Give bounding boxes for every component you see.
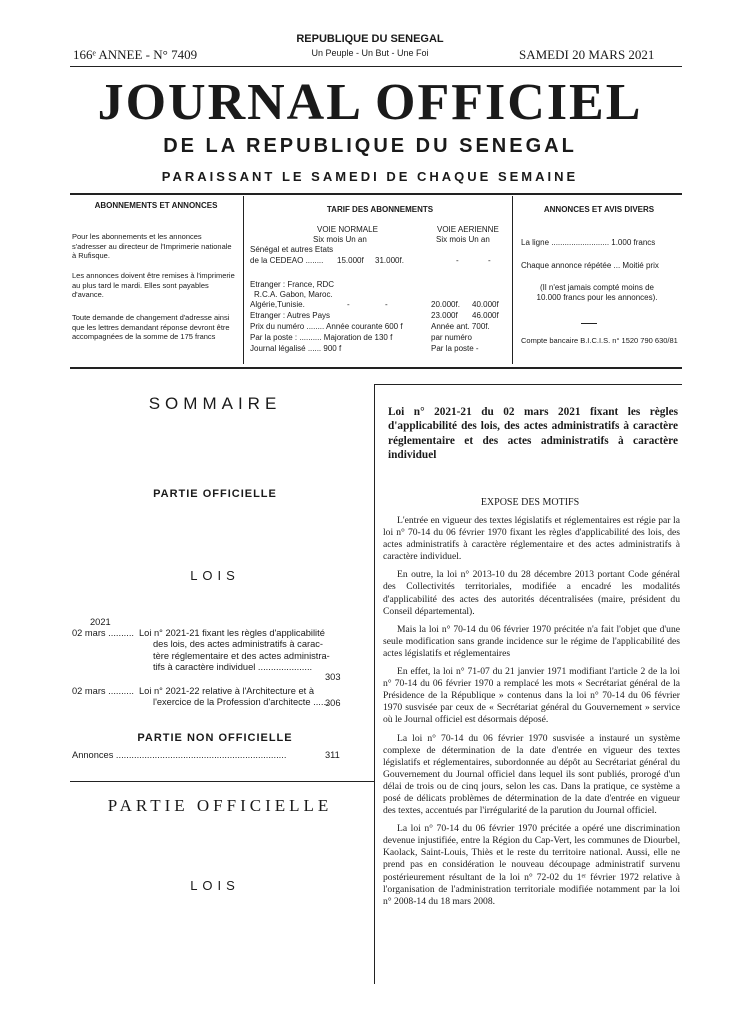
partie-officielle-heading: PARTIE OFFICIELLE	[107, 796, 333, 815]
republic-label: REPUBLIQUE DU SENEGAL	[296, 33, 444, 45]
sommaire-title: SOMMAIRE	[148, 394, 282, 413]
sommaire-partie-officielle: PARTIE OFFICIELLE	[153, 488, 277, 500]
tarif-row4-right: Année ant. 700f.	[431, 322, 490, 331]
toc-entry-page: 306	[325, 698, 341, 708]
annonces-note: (Il n'est jamais compté moins de 10.000 francs pour les annonces).	[536, 283, 658, 302]
toc-year: 2021	[90, 617, 111, 627]
toc-entry-page: 303	[325, 672, 341, 682]
toc-entry-date: 02 mars ..........	[72, 686, 134, 696]
tarif-row3-a2: 46.000f	[472, 311, 499, 320]
article-paragraph: L'entrée en vigueur des textes législatifs et réglementaires est régie par la loi n° 70-14 du 06 février 1970 fixant les règles d'applicabilité des lois, des actes administratifs à caractère réglementaire et des actes administratifs à caractère individuel.	[383, 515, 680, 563]
article-paragraph: En effet, la loi n° 71-07 du 21 janvier 1971 modifiant l'article 2 de la loi n° 70-14 du 06 février 1970 a remplacé les mots « Secrétariat général de la Présidence de la République » contenus dans la loi n° 70-14 du 06 février 1970 susvisée par ceux de « Secrétariat général du Gouvernement » service où le Journal officiel est désormais déposé.	[383, 666, 680, 726]
tarif-row5-label: Par la poste : .......... Majoration de 130 f	[250, 333, 393, 342]
toc-entry-line: Loi n° 2021-21 fixant les règles d'applicabilité	[139, 628, 325, 638]
toc-entry-line: tère réglementaire et des actes administra-	[153, 650, 330, 661]
tarif-row4-label: Prix du numéro ........ Année courante 600 f	[250, 322, 403, 331]
tarif-row2-label2: R.C.A. Gabon, Maroc.	[254, 290, 333, 299]
annonces-ligne: La ligne .......................... 1.000 francs	[521, 238, 656, 247]
header-rule	[70, 66, 682, 67]
article-body	[383, 515, 680, 914]
issue-date: SAMEDI 20 MARS 2021	[519, 47, 655, 62]
tarif-row3-label: Etranger : Autres Pays	[250, 311, 331, 320]
tarif-row1-label: Sénégal et autres Etats	[250, 245, 334, 254]
article-paragraph: La loi n° 70-14 du 06 février 1970 susvisée a instauré un système complexe de détermination de la date d'entrée en vigueur des textes législatifs et réglementaires, subordonnée au dépôt au Secrétariat général du Gouvernement du Journal officiel dans lequel ils sont publiés, prorogé d'un délai de trois ou de cinq jours, selon les cas. Dans la pratique, ce système a posé de délicats problèmes de détermination de la date d'entrée en vigueur des textes, accentués par l'irrégularité de la parution du Journal officiel.	[383, 732, 680, 817]
expose-des-motifs: EXPOSE DES MOTIFS	[480, 497, 580, 508]
article-paragraph: En outre, la loi n° 2013-10 du 28 décembre 2013 portant Code général des Collectivités territoriales, modifiée a encadré les modalités d'applicabilité des actes des autorités décentralisées (maire, président du Conseil départemental).	[383, 569, 680, 617]
tarif-row2-n1: -	[347, 300, 350, 309]
toc-annonces[interactable]	[72, 750, 345, 761]
sommaire-rule	[70, 781, 374, 782]
tarif-row1-a1: -	[456, 256, 459, 265]
tarif-row1-n1: 15.000f	[337, 256, 364, 265]
tarif-row3-a1: 23.000f	[431, 311, 458, 320]
voie-normale-label: VOIE NORMALE	[317, 225, 378, 234]
national-motto: Un Peuple - Un But - Une Foi	[311, 48, 429, 58]
abonnements-text-1: Pour les abonnements et les annonces s'adresser au directeur de l'Imprimerie nationale à Rufisque.	[72, 232, 232, 260]
abonnements-text-3: Toute demande de changement d'adresse ainsi que les lettres demandant réponse devront être accompagnées de la somme de 175 francs	[72, 313, 230, 341]
sommaire-non-officielle: PARTIE NON OFFICIELLE	[137, 732, 293, 744]
tarif-heading: TARIF DES ABONNEMENTS	[326, 205, 434, 214]
toc-entry-date: 02 mars ..........	[72, 628, 134, 638]
issue-number: 166ᵉ ANNEE - N° 7409	[73, 47, 198, 62]
article-top-rule	[374, 384, 682, 385]
normale-cols: Six mois Un an	[313, 235, 367, 244]
aerienne-cols: Six mois Un an	[436, 235, 490, 244]
toc-entry-line: l'exercice de la Profession d'architecte ......	[153, 697, 329, 708]
toc-annonces-label: Annonces ..................................................................	[72, 750, 287, 760]
box-divider-2	[512, 196, 513, 364]
toc-entry-line: tifs à caractère individuel .....................	[153, 662, 313, 673]
lois-heading: LOIS	[190, 878, 240, 893]
publication-tagline: PARAISSANT LE SAMEDI DE CHAQUE SEMAINE	[161, 169, 579, 184]
tarif-row1-a2: -	[488, 256, 491, 265]
column-separator	[374, 384, 375, 984]
tarif-row6-right: Par la poste -	[431, 344, 479, 353]
tarif-row1-n2: 31.000f.	[375, 256, 404, 265]
abonnements-heading: ABONNEMENTS ET ANNONCES	[94, 201, 218, 210]
annonces-chaque: Chaque annonce répétée ... Moitié prix	[521, 261, 659, 270]
tarif-row2-label3: Algérie,Tunisie.	[250, 300, 305, 309]
tarif-row2-label: Etranger : France, RDC	[250, 280, 335, 289]
toc-annonces-page: 311	[325, 750, 340, 760]
box-divider-1	[243, 196, 244, 364]
journal-title: JOURNAL OFFICIEL	[97, 74, 643, 131]
tarif-row2-a2: 40.000f	[472, 300, 499, 309]
journal-subtitle: DE LA REPUBLIQUE DU SENEGAL	[163, 135, 577, 157]
toc-entry-line: Loi n° 2021-22 relative à l'Architecture et à	[139, 686, 315, 696]
sommaire-lois: LOIS	[190, 568, 240, 583]
abonnements-text-2: Les annonces doivent être remises à l'imprimerie au plus tard le mardi. Elles sont payables d'avance.	[72, 271, 235, 299]
tarif-row2-a1: 20.000f.	[431, 300, 460, 309]
tarif-row5-right: par numéro	[431, 333, 472, 342]
article-paragraph: La loi n° 70-14 du 06 février 1970 précitée a opéré une discrimination devenue injustifiée, entre la Région du Cap-Vert, les communes de Diourbel, Kaolack, Saint-Louis, Thiès et le reste du territoire national. Aussi, elle ne prend pas en considération le nouveau découpage administratif survenu postérieurement résultant de la loi n° 72-02 du 1ᵉʳ février 1972 relative à l'organisation de l'administration territoriale modifiée notamment par la loi n° 2008-14 du 18 mars 2008.	[383, 823, 680, 907]
voie-aerienne-label: VOIE AERIENNE	[437, 225, 499, 234]
tarif-row1-label2: de la CEDEAO ........	[250, 256, 324, 265]
annonces-heading: ANNONCES ET AVIS DIVERS	[543, 205, 655, 214]
article-title: Loi n° 2021-21 du 02 mars 2021 fixant les règles d'applicabilité des lois, des actes administratifs à caractère réglementaire et des actes administratifs à caractère individuel	[388, 406, 678, 462]
tarif-row2-n2: -	[385, 300, 388, 309]
tarif-row6-label: Journal légalisé ...... 900 f	[250, 344, 342, 353]
article-paragraph: Mais la loi n° 70-14 du 06 février 1970 précitée n'a fait l'objet que d'une seule modification sans grande incidence sur le régime de l'applicabilité des actes législatifs et réglementaires	[383, 623, 680, 659]
toc-entry-line: des lois, des actes administratifs à carac-	[153, 639, 323, 650]
annonces-rule	[581, 323, 597, 324]
compte-bancaire: Compte bancaire B.I.C.I.S. n° 1520 790 630/81	[521, 336, 678, 345]
